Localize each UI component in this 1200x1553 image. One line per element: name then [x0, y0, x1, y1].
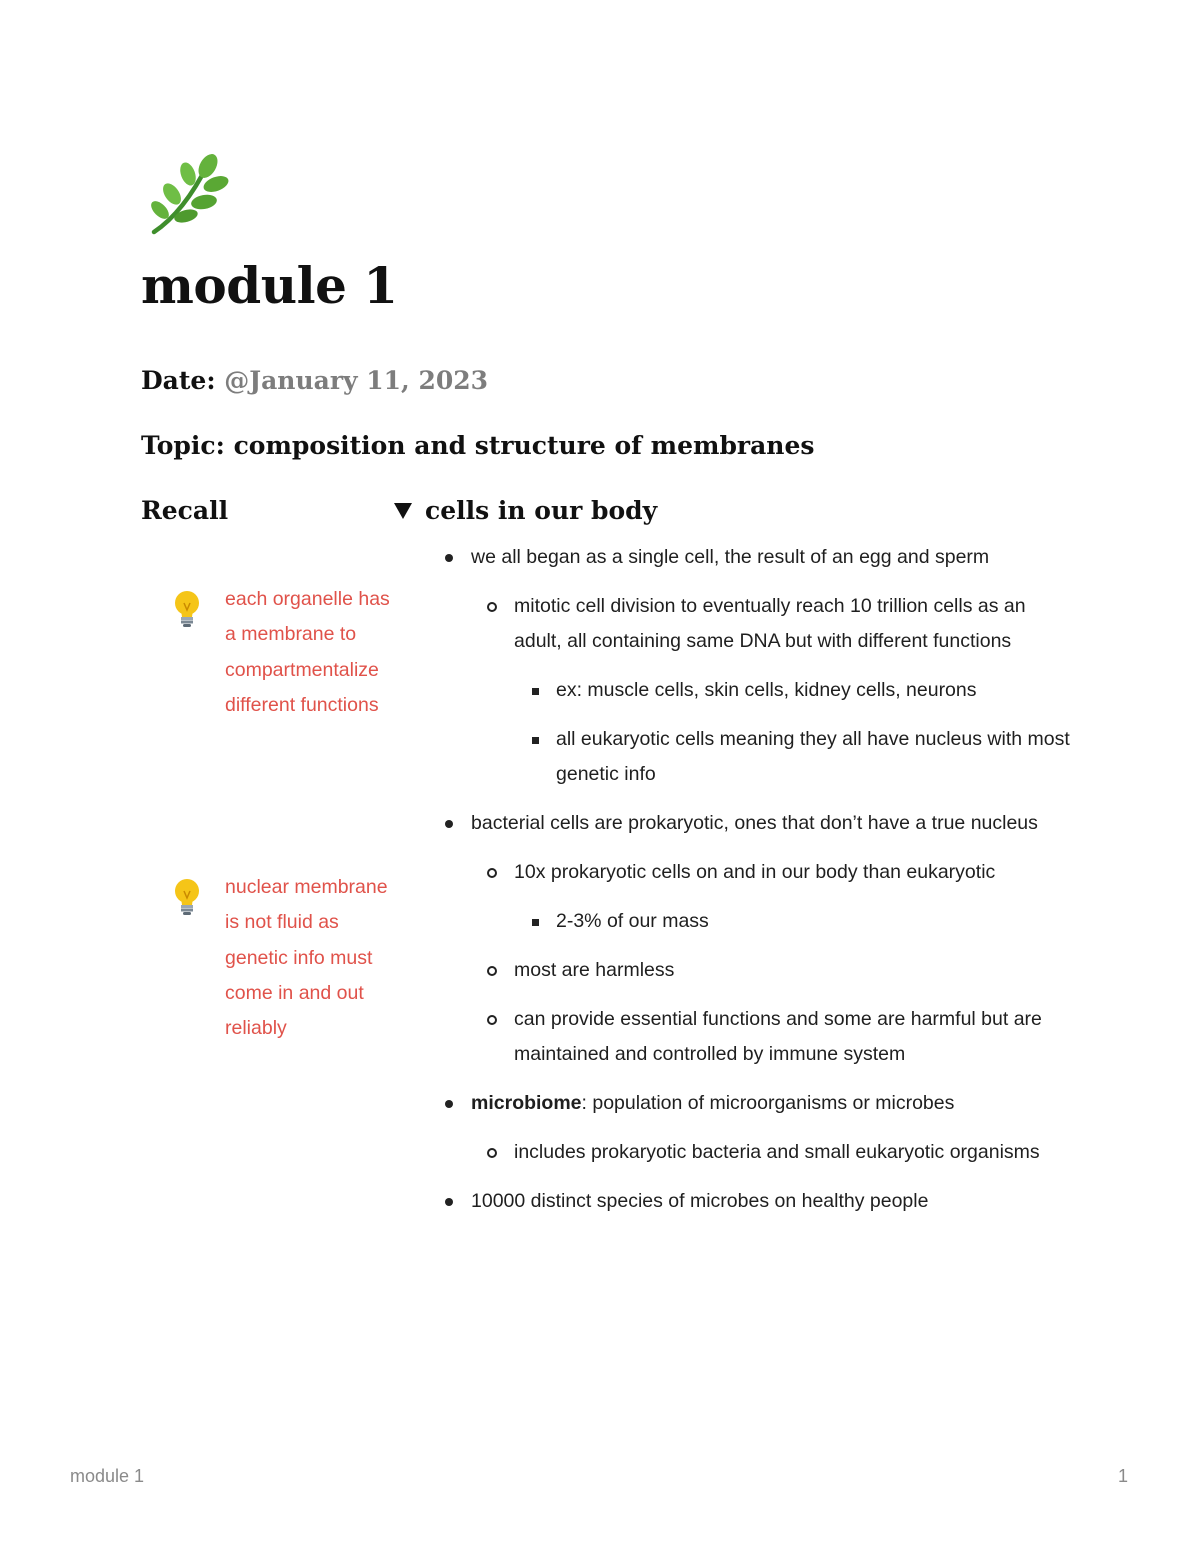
bullet-square-icon — [532, 737, 539, 744]
bullet-disc-icon — [445, 820, 453, 828]
lightbulb-icon — [172, 590, 202, 628]
list-item-text: we all began as a single cell, the result of an egg and sperm — [471, 546, 990, 568]
bullet-circle-icon — [487, 1015, 497, 1025]
list-item-text: most are harmless — [514, 959, 675, 981]
bullet-square-icon — [532, 688, 539, 695]
bullet-circle-icon — [487, 1148, 497, 1158]
list-item-text: bacterial cells are prokaryotic, ones that don’t have a true nucleus — [471, 812, 1038, 834]
list-item — [440, 806, 1070, 841]
list-item — [440, 1002, 1070, 1072]
list-item-text: can provide essential functions and some are harmful but are maintained and controlled by immune system — [514, 1008, 1042, 1065]
toggle-cells-in-our-body[interactable] — [393, 496, 893, 525]
bullet-disc-icon — [445, 554, 453, 562]
list-item — [440, 1086, 1070, 1121]
list-item-text: 10000 distinct species of microbes on healthy people — [471, 1190, 929, 1212]
bullet-circle-icon — [487, 966, 497, 976]
list-item-text: all eukaryotic cells meaning they all have nucleus with most genetic info — [556, 728, 1070, 785]
list-item — [440, 722, 1070, 792]
term-microbiome: microbiome — [471, 1092, 582, 1114]
callout-text: each organelle has a membrane to compartmentalize different functions — [225, 588, 390, 716]
bullet-circle-icon — [487, 602, 497, 612]
list-item-text: : population of microorganisms or microbes — [581, 1092, 955, 1114]
toggle-heading: cells in our body — [425, 496, 658, 525]
list-item-text: includes prokaryotic bacteria and small eukaryotic organisms — [514, 1141, 1040, 1163]
toggle-content — [440, 540, 1070, 1233]
list-item — [440, 953, 1070, 988]
bullet-circle-icon — [487, 868, 497, 878]
lightbulb-icon — [172, 878, 202, 916]
topic-property — [141, 431, 814, 460]
page-title: module 1 — [141, 256, 398, 315]
topic-value: composition and structure of membranes — [233, 431, 815, 460]
herb-leaf-icon — [142, 150, 232, 240]
list-item-text: 2-3% of our mass — [556, 910, 709, 932]
list-item — [440, 1184, 1070, 1219]
callout-text: nuclear membrane is not fluid as genetic info must come in and out reliably — [225, 876, 388, 1040]
list-item — [440, 589, 1070, 659]
date-label: Date: — [141, 366, 216, 395]
list-item-text: mitotic cell division to eventually reach 10 trillion cells as an adult, all containing same DNA but with different functions — [514, 595, 1026, 652]
list-item — [440, 540, 1070, 575]
date-value[interactable]: @January 11, 2023 — [224, 366, 489, 395]
bullet-square-icon — [532, 919, 539, 926]
date-property — [141, 366, 488, 395]
list-item — [440, 904, 1070, 939]
page-number: 1 — [1118, 1466, 1129, 1486]
footer-title: module 1 — [70, 1466, 145, 1486]
bullet-disc-icon — [445, 1198, 453, 1206]
topic-label: Topic: — [141, 431, 225, 460]
triangle-down-icon[interactable] — [393, 496, 425, 525]
bullet-disc-icon — [445, 1100, 453, 1108]
recall-heading: Recall — [141, 496, 229, 525]
list-item-text: 10x prokaryotic cells on and in our body than eukaryotic — [514, 861, 996, 883]
list-item-text: ex: muscle cells, skin cells, kidney cells, neurons — [556, 679, 977, 701]
list-item — [440, 673, 1070, 708]
list-item — [440, 855, 1070, 890]
list-item — [440, 1135, 1070, 1170]
